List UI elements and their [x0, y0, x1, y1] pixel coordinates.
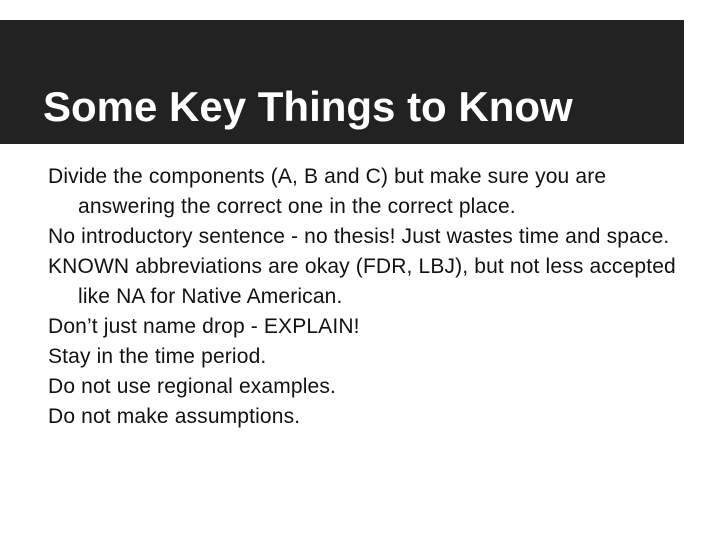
- bullet-list: [48, 162, 688, 432]
- bullet-item: Do not make assumptions.: [48, 405, 301, 428]
- bullet-item: Stay in the time period.: [48, 345, 267, 368]
- bullet-item: Divide the components (A, B and C) but make sure you are answering the correct one in the correct place.: [48, 165, 607, 218]
- slide-title: Some Key Things to Know: [43, 83, 573, 130]
- bullet-item: Don’t just name drop - EXPLAIN!: [48, 315, 360, 338]
- bullet-item: KNOWN abbreviations are okay (FDR, LBJ), but not less accepted like NA for Native American.: [48, 255, 676, 308]
- bullet-item: Do not use regional examples.: [48, 375, 337, 398]
- bullet-item: No introductory sentence - no thesis! Just wastes time and space.: [48, 225, 670, 248]
